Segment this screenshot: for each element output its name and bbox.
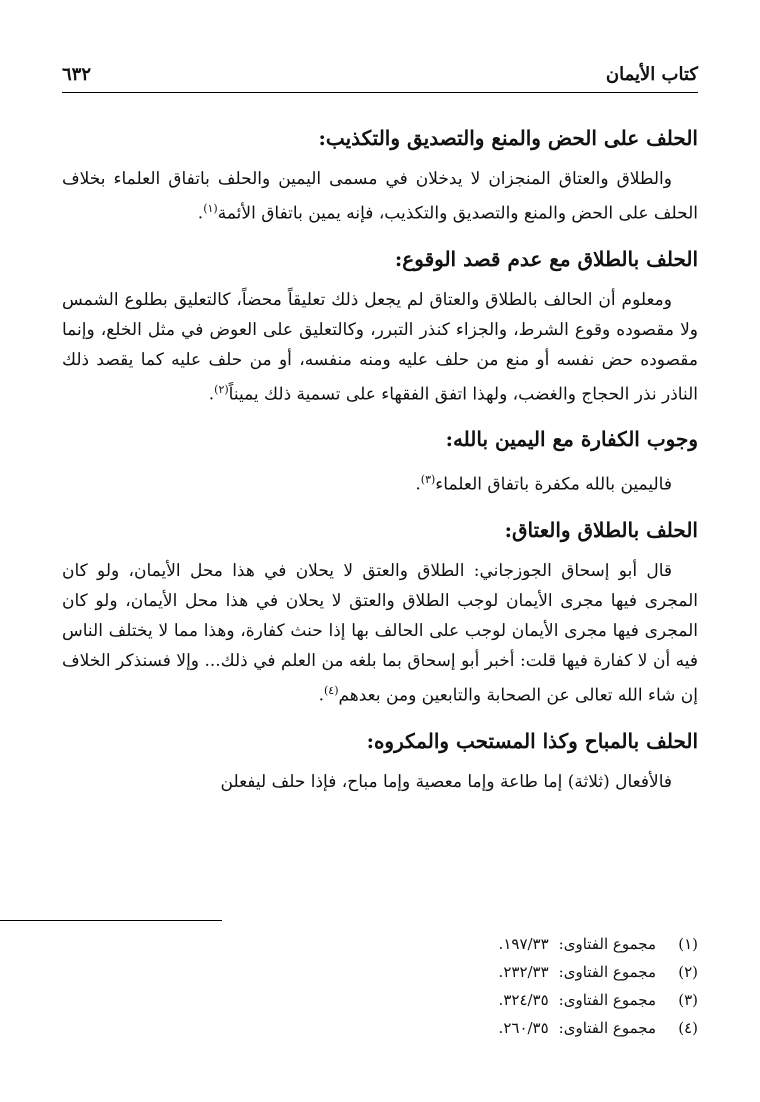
footnote: (٤)مجموع الفتاوى:٢٦٠/٣٥. <box>498 1019 698 1037</box>
footnote: (٢)مجموع الفتاوى:٢٣٢/٣٣. <box>498 963 698 981</box>
main-text <box>62 118 698 807</box>
footnote: (٣)مجموع الفتاوى:٣٢٤/٣٥. <box>498 991 698 1009</box>
section <box>62 419 698 500</box>
header-rule <box>62 92 698 93</box>
section-paragraph: قال أبو إسحاق الجوزجاني: الطلاق والعتق لا يحلان في هذا محل الأيمان، ولو كان المجرى فيها مجرى الأيمان لوجب الطلاق والعتق لا يحلان في هذا محل الأيمان، ولو كان المجرى فيها مجرى الأيمان لوجب على الحالف بها إذا حنث كفارة، وهذا مما لا يختلف الناس فيه أن لا كفارة فيها قلت: أخبر أبو إسحاق بما بلغه من العلم في ذلك... وإلا فسنذكر الخلاف إن شاء الله تعالى عن الصحابة والتابعين ومن بعدهم$^{(٤)}$. <box>62 560 698 706</box>
section-title: وجوب الكفارة مع اليمين بالله: <box>445 427 698 452</box>
section-paragraph: فاليمين بالله مكفرة باتفاق العلماء$^{(٣)}$. <box>415 473 672 495</box>
section <box>62 239 698 410</box>
section-paragraph: ومعلوم أن الحالف بالطلاق والعتاق لم يجعل ذلك تعليقاً محضاً، كالتعليق بطلوع الشمس ولا مقصوده وقوع الشرط، والجزاء كنذر التبرر، وكالتعليق على العوض في مثل الخلع، وإنما مقصوده حض نفسه أو منع من حلف عليه ومنه منفسه، أو من حلف عليه كما يقصد ذلك الناذر نذر الحجاج والغضب، ولهذا اتفق الفقهاء على تسمية ذلك يميناً$^{(٢)}$. <box>62 289 698 405</box>
section <box>62 721 698 797</box>
section-title: الحلف بالطلاق والعتاق: <box>504 517 698 542</box>
section-paragraph: فالأفعال (ثلاثة) إما طاعة وإما معصية وإما مباح، فإذا حلف ليفعلن <box>220 771 672 792</box>
footnotes <box>62 930 698 1042</box>
page-header <box>62 58 698 90</box>
book-title: كتاب الأيمان <box>605 63 698 85</box>
section-title: الحلف بالمباح وكذا المستحب والمكروه: <box>366 728 698 753</box>
section <box>62 118 698 229</box>
section-title: الحلف بالطلاق مع عدم قصد الوقوع: <box>394 246 698 271</box>
footnote-ref: (٢) <box>214 382 229 396</box>
footnote: (١)مجموع الفتاوى:١٩٧/٣٣. <box>498 935 698 953</box>
footnote-ref: (١) <box>203 202 218 215</box>
footnote-rule <box>0 920 222 921</box>
section-paragraph: والطلاق والعتاق المنجزان لا يدخلان في مسمى اليمين والحلف باتفاق العلماء بخلاف الحلف على الحض والمنع والتصديق والتكذيب، فإنه يمين باتفاق الأئمة$^{(١)}$. <box>62 169 698 224</box>
page-number: ٦٣٢ <box>62 63 92 85</box>
section-title: الحلف على الحض والمنع والتصديق والتكذيب: <box>318 126 698 150</box>
footnote-ref: (٣) <box>420 473 436 487</box>
section <box>62 510 698 711</box>
footnote-ref: (٤) <box>323 683 339 697</box>
